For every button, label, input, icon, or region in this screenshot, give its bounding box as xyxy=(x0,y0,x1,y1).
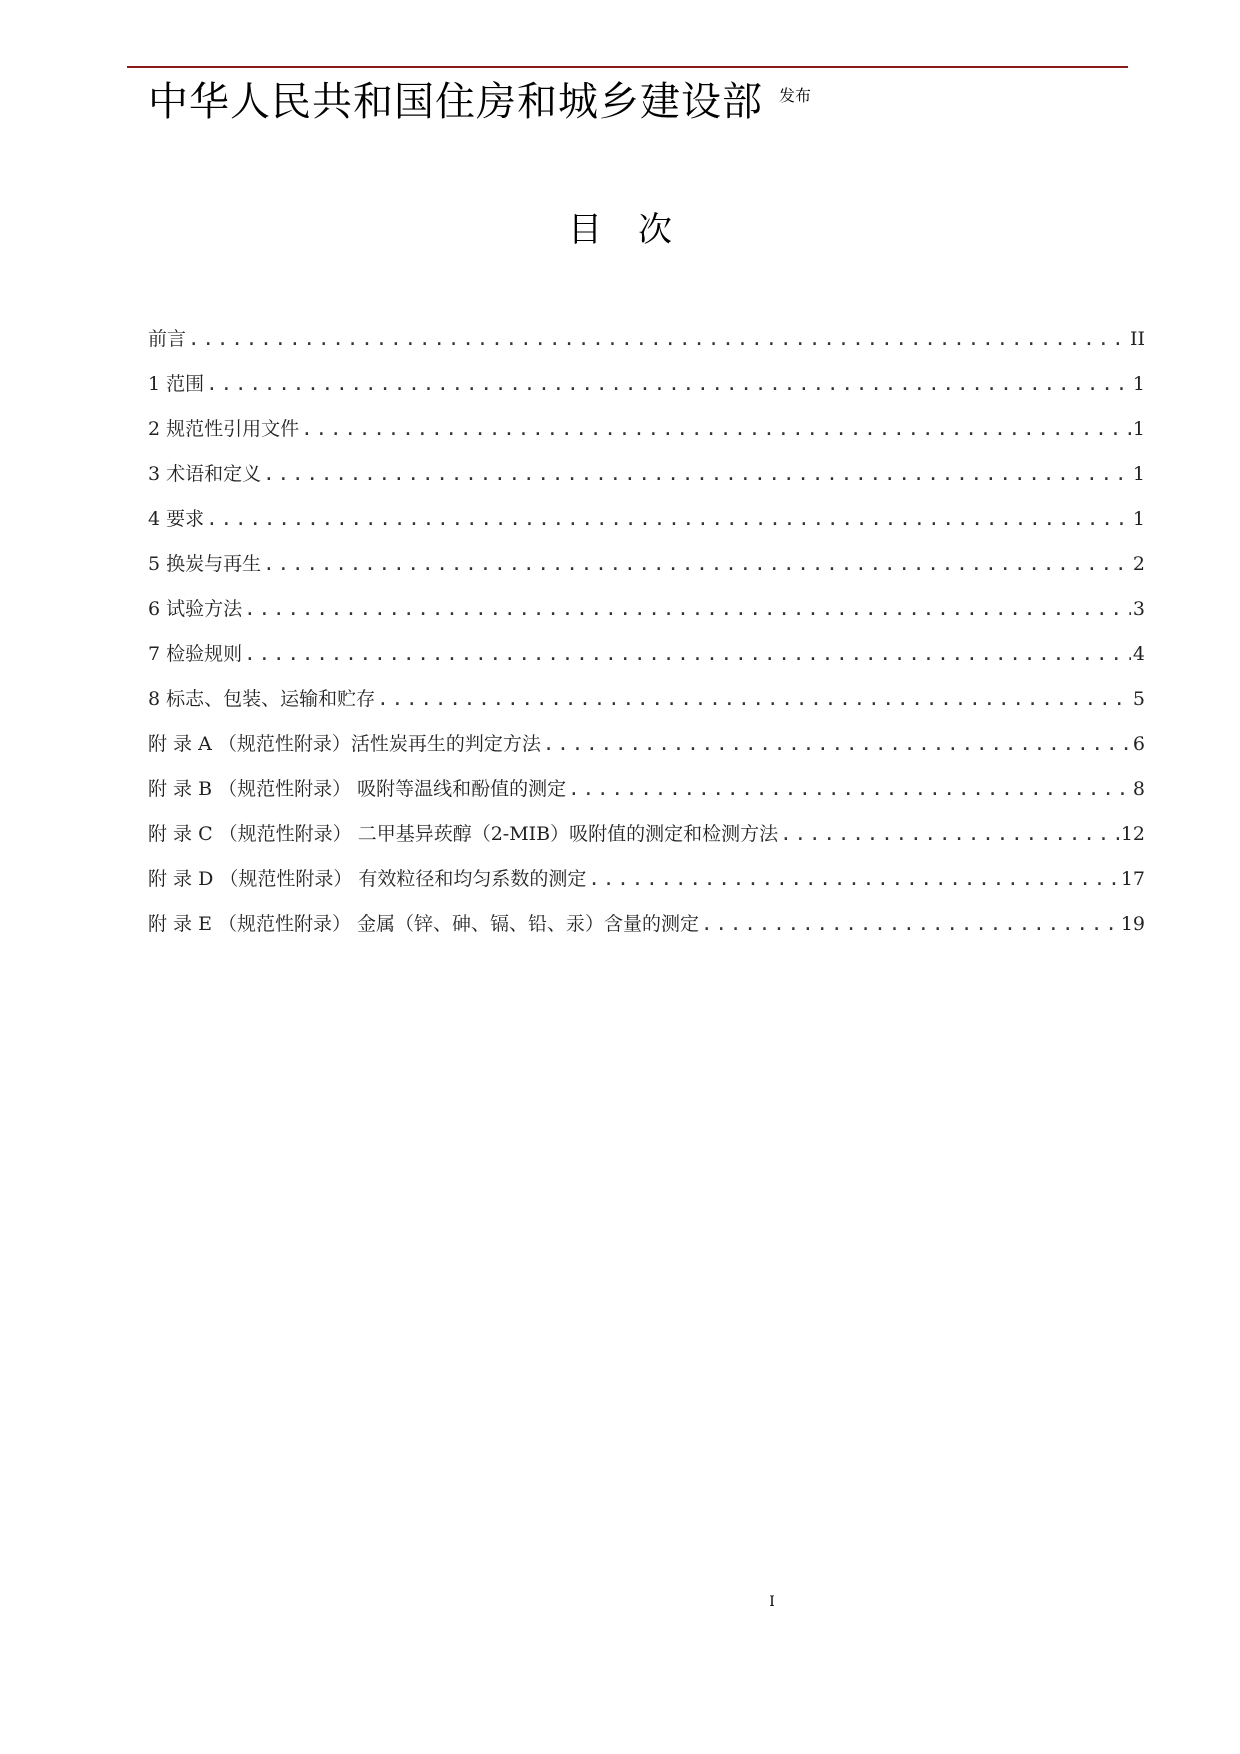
header-rule xyxy=(127,66,1128,68)
toc-entry-label: 附 录 A （规范性附录）活性炭再生的判定方法 xyxy=(148,733,541,755)
toc-dot-leader xyxy=(588,864,1118,894)
toc-entry-page: 8 xyxy=(1132,778,1145,800)
toc-entry-page: 3 xyxy=(1132,598,1145,620)
toc-entry-page: 5 xyxy=(1132,688,1145,710)
toc-entry-page: 17 xyxy=(1120,868,1145,890)
toc-entry-label: 附 录 B （规范性附录） 吸附等温线和酚值的测定 xyxy=(148,778,567,800)
toc-entry-label: 附 录 C （规范性附录） 二甲基异莰醇（2-MIB）吸附值的测定和检测方法 xyxy=(148,823,779,845)
toc-entry-label: 2 规范性引用文件 xyxy=(148,418,300,440)
publisher-name: 中华人民共和国住房和城乡建设部 xyxy=(148,79,763,125)
toc-dot-leader xyxy=(188,324,1128,354)
toc-dot-leader xyxy=(701,909,1119,939)
toc-entry-preface[interactable] xyxy=(148,324,1145,369)
toc-entry-page: 1 xyxy=(1132,418,1145,440)
toc-entry-label: 4 要求 xyxy=(148,508,205,530)
toc-dot-leader xyxy=(301,414,1131,444)
toc-entry-marking-packaging[interactable] xyxy=(148,684,1145,729)
toc-dot-leader xyxy=(206,504,1131,534)
toc-entry-page: 1 xyxy=(1132,463,1145,485)
toc-entry-label: 附 录 D （规范性附录） 有效粒径和均匀系数的测定 xyxy=(148,868,587,890)
toc-entry-page: 12 xyxy=(1120,823,1145,845)
toc-entry-inspection-rules[interactable] xyxy=(148,639,1145,684)
toc-entry-page: 6 xyxy=(1132,733,1145,755)
toc-entry-label: 8 标志、包装、运输和贮存 xyxy=(148,688,376,710)
toc-entry-test-methods[interactable] xyxy=(148,594,1145,639)
toc-entry-label: 1 范围 xyxy=(148,373,205,395)
toc-dot-leader xyxy=(568,774,1131,804)
table-of-contents xyxy=(148,324,1145,954)
toc-entry-page: II xyxy=(1129,328,1145,350)
toc-dot-leader xyxy=(543,729,1131,759)
toc-entry-label: 前言 xyxy=(148,328,187,350)
toc-entry-terms-definitions[interactable] xyxy=(148,459,1145,504)
page-number: I xyxy=(769,1594,775,1610)
toc-entry-appendix-b[interactable] xyxy=(148,774,1145,819)
toc-entry-appendix-e[interactable] xyxy=(148,909,1145,954)
publisher-suffix: 发布 xyxy=(779,86,812,105)
toc-entry-appendix-c[interactable] xyxy=(148,819,1145,864)
toc-entry-page: 1 xyxy=(1132,373,1145,395)
toc-entry-normative-references[interactable] xyxy=(148,414,1145,459)
toc-entry-page: 2 xyxy=(1132,553,1145,575)
toc-dot-leader xyxy=(780,819,1119,849)
toc-entry-label: 5 换炭与再生 xyxy=(148,553,262,575)
toc-entry-label: 7 检验规则 xyxy=(148,643,243,665)
toc-entry-carbon-replacement[interactable] xyxy=(148,549,1145,594)
toc-dot-leader xyxy=(377,684,1131,714)
toc-entry-appendix-d[interactable] xyxy=(148,864,1145,909)
toc-dot-leader xyxy=(263,459,1131,489)
toc-entry-page: 1 xyxy=(1132,508,1145,530)
toc-entry-label: 3 术语和定义 xyxy=(148,463,262,485)
toc-dot-leader xyxy=(263,549,1131,579)
toc-entry-label: 6 试验方法 xyxy=(148,598,243,620)
toc-entry-requirements[interactable] xyxy=(148,504,1145,549)
toc-entry-scope[interactable] xyxy=(148,369,1145,414)
toc-dot-leader xyxy=(244,639,1131,669)
toc-title: 目次 xyxy=(568,210,708,250)
toc-dot-leader xyxy=(206,369,1131,399)
toc-entry-page: 19 xyxy=(1120,913,1145,935)
toc-entry-page: 4 xyxy=(1132,643,1145,665)
publisher-header xyxy=(148,76,811,132)
toc-entry-appendix-a[interactable] xyxy=(148,729,1145,774)
toc-entry-label: 附 录 E （规范性附录） 金属（锌、砷、镉、铅、汞）含量的测定 xyxy=(148,913,700,935)
toc-dot-leader xyxy=(244,594,1131,624)
